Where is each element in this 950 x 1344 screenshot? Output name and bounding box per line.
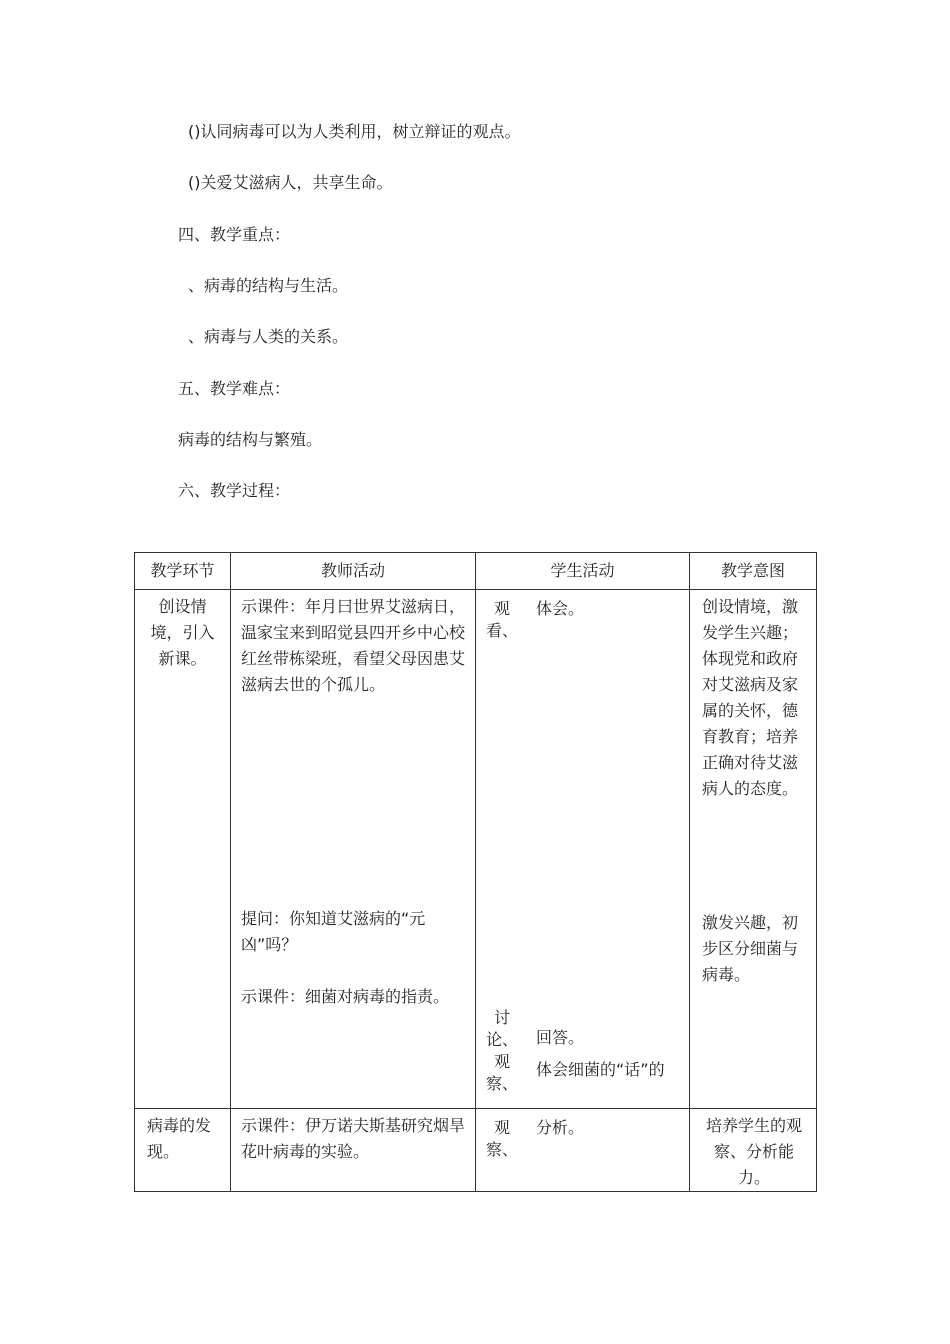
teacher-activity-cell bbox=[231, 590, 476, 1109]
teaching-intent-text: 创设情境，激发学生兴趣；体现党和政府对艾滋病及家属的关怀，德育教育；培养正确对待艾滋病人的态度。 bbox=[702, 597, 799, 798]
header-teaching-intent: 教学意图 bbox=[690, 553, 817, 590]
table-header-row bbox=[135, 553, 817, 590]
section-heading-difficulties: 五、教学难点： bbox=[178, 379, 291, 398]
teaching-intent-text: 培养学生的观察、分析能力。 bbox=[705, 1116, 802, 1187]
section-heading-key-points: 四、教学重点： bbox=[178, 225, 291, 244]
student-activity-text: 分析。 bbox=[536, 1118, 585, 1137]
student-method-text: 观看、 bbox=[485, 599, 518, 640]
stage-text: 病毒的发现。 bbox=[147, 1116, 212, 1161]
table-row bbox=[135, 1109, 817, 1192]
teaching-intent-cell bbox=[690, 590, 817, 1109]
teaching-intent-text: 激发兴趣，初步区分细菌与病毒。 bbox=[702, 913, 799, 984]
header-student-activity: 学生活动 bbox=[476, 553, 690, 590]
teacher-question-text: 提问：你知道艾滋病的“元凶”吗？ bbox=[241, 909, 426, 954]
table-row bbox=[135, 590, 817, 1109]
difficulty-1: 病毒的结构与繁殖。 bbox=[178, 430, 323, 449]
key-point-1: 、病毒的结构与生活。 bbox=[188, 276, 349, 295]
student-activity-cell bbox=[476, 590, 690, 1109]
stage-cell bbox=[135, 1109, 231, 1192]
header-teacher-activity: 教师活动 bbox=[231, 553, 476, 590]
key-point-2: 、病毒与人类的关系。 bbox=[188, 327, 349, 346]
student-activity-text: 体会细菌的“话”的 bbox=[536, 1060, 665, 1079]
lesson-process-table bbox=[134, 552, 817, 1192]
student-method-text: 观察、 bbox=[485, 1052, 518, 1093]
student-activity-text: 回答。 bbox=[536, 1028, 585, 1047]
header-stage: 教学环节 bbox=[135, 553, 231, 590]
teacher-activity-cell bbox=[231, 1109, 476, 1192]
section-heading-process: 六、教学过程： bbox=[178, 481, 291, 500]
student-method-text: 观察、 bbox=[485, 1118, 518, 1159]
teaching-intent-cell bbox=[690, 1109, 817, 1192]
teacher-slide-text: 示课件：细菌对病毒的指责。 bbox=[241, 987, 450, 1006]
student-method-text: 讨论、 bbox=[485, 1008, 518, 1049]
stage-cell bbox=[135, 590, 231, 1109]
teacher-activity-text: 示课件：伊万诺夫斯基研究烟旱花叶病毒的实验。 bbox=[241, 1116, 466, 1161]
objective-3: ()认同病毒可以为人类利用，树立辩证的观点。 bbox=[188, 122, 521, 141]
teacher-activity-text: 示课件：年月曰世界艾滋病日，温家宝来到昭觉县四开乡中心校红丝带栋梁班，看望父母因患艾滋病去世的个孤儿。 bbox=[241, 597, 466, 694]
student-activity-cell bbox=[476, 1109, 690, 1192]
objective-4: ()关爱艾滋病人，共享生命。 bbox=[188, 173, 393, 192]
stage-text: 创设情境，引入新课。 bbox=[150, 597, 215, 668]
student-activity-text: 体会。 bbox=[536, 599, 585, 618]
